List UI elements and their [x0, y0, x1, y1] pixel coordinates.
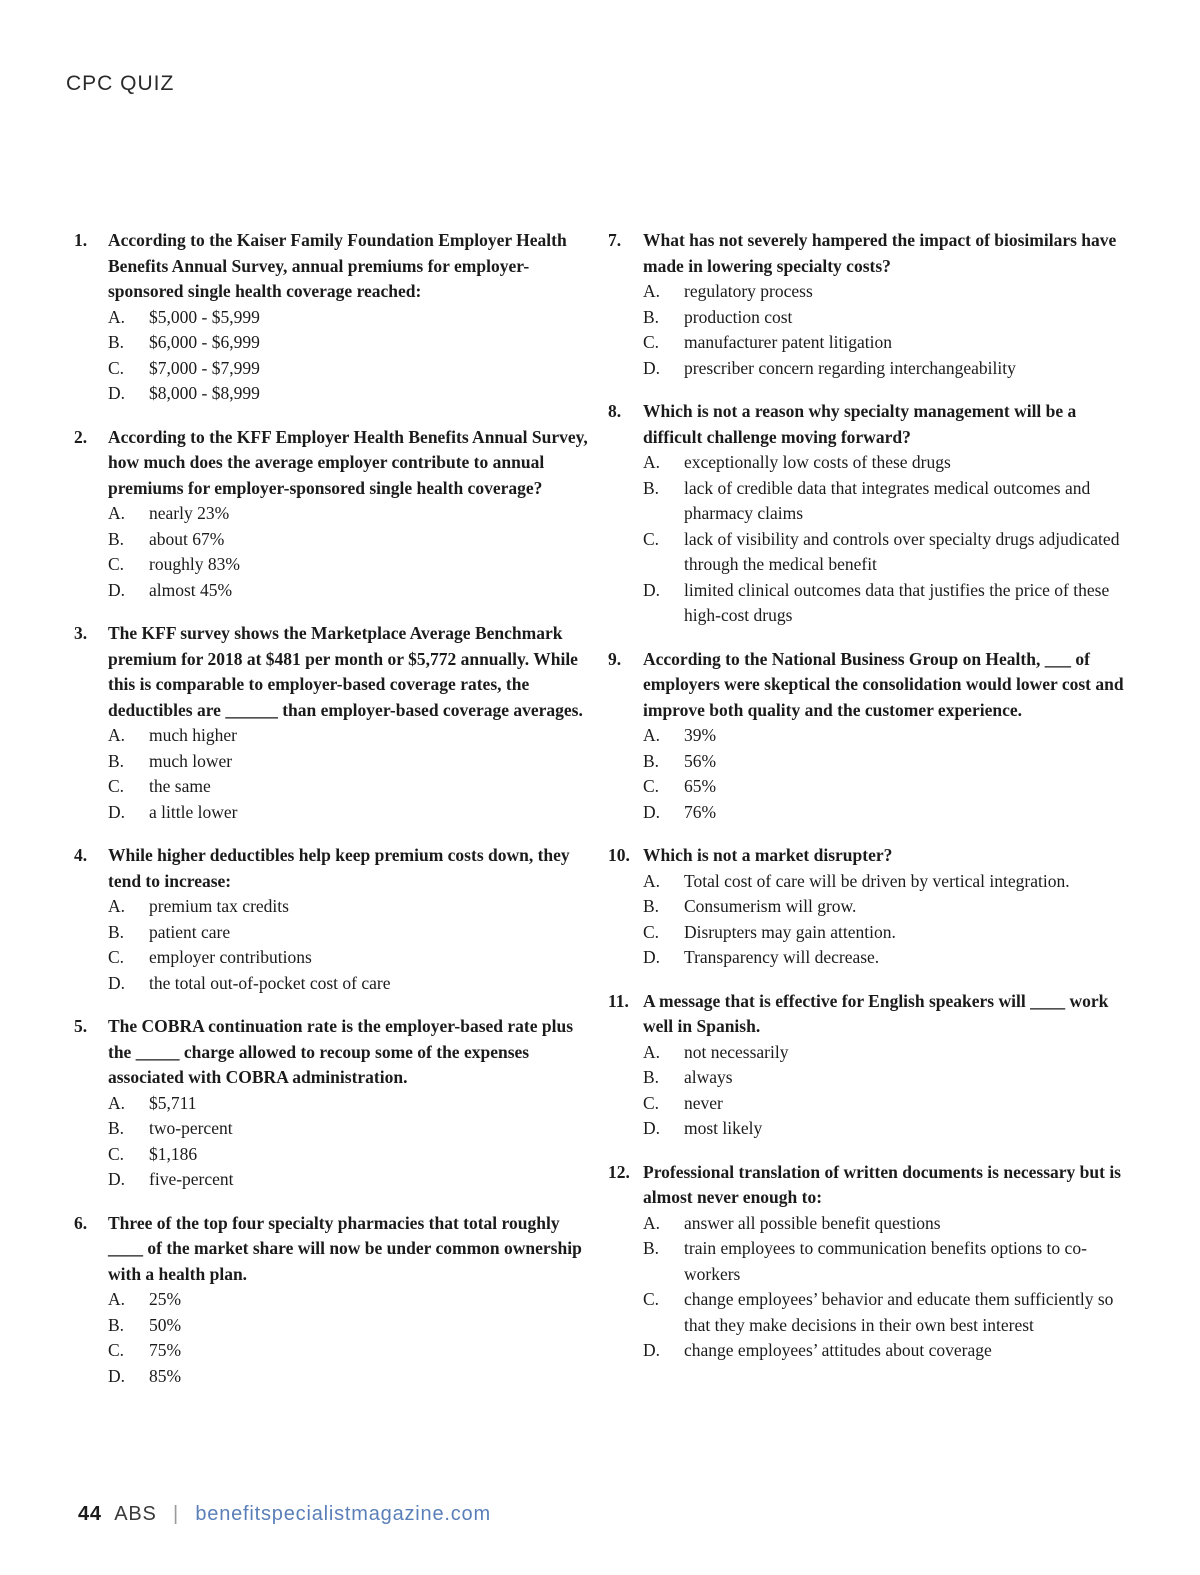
answer-option — [643, 1040, 1126, 1066]
option-text: $7,000 - $7,999 — [149, 357, 260, 378]
option-letter: C. — [643, 528, 660, 549]
question-text: According to the Kaiser Family Foundation Employer Health Benefits Annual Survey, annual premiums for employer-sponsored single health coverage reached: — [108, 230, 567, 301]
option-text: $8,000 - $8,999 — [149, 383, 260, 403]
question-text: According to the National Business Group on Health, ___ of employers were skeptical the consolidation would lower cost and improve both quality and the customer experience. — [643, 648, 1124, 720]
option-text: answer all possible benefit questions — [684, 1212, 941, 1233]
option-text: lack of visibility and controls over specialty drugs adjudicated through the medical benefit — [684, 528, 1120, 574]
option-letter: A. — [108, 306, 126, 327]
option-text: 85% — [149, 1365, 182, 1386]
quiz-column-right — [608, 228, 1126, 1382]
option-letter: B. — [108, 528, 125, 549]
option-letter: A. — [108, 725, 126, 745]
answer-option — [643, 800, 1126, 826]
answer-option — [108, 501, 594, 527]
answer-option — [643, 1065, 1126, 1091]
option-letter: B. — [643, 1238, 660, 1258]
question-6 — [74, 1211, 594, 1390]
option-text: never — [684, 1092, 723, 1113]
option-text: 65% — [684, 776, 717, 796]
answer-option — [643, 527, 1126, 578]
option-letter: C. — [108, 947, 125, 967]
option-text: exceptionally low costs of these drugs — [684, 452, 951, 472]
option-letter: D. — [108, 972, 126, 993]
question-3 — [74, 621, 594, 825]
question-text: Three of the top four specialty pharmacies that total roughly ____ of the market share will now be under common ownership with a health plan. — [108, 1212, 582, 1284]
website-link[interactable]: benefitspecialistmagazine.com — [195, 1503, 491, 1525]
option-letter: D. — [108, 579, 126, 600]
option-text: prescriber concern regarding interchangeability — [684, 357, 1016, 378]
page-number: 44 — [78, 1503, 102, 1525]
question-1 — [74, 228, 594, 407]
option-letter: B. — [643, 896, 660, 916]
answer-option — [108, 1167, 594, 1193]
option-text: 50% — [149, 1314, 182, 1335]
option-text: not necessarily — [684, 1041, 789, 1062]
answer-option — [643, 749, 1126, 775]
option-text: $5,711 — [149, 1092, 197, 1113]
option-letter: A. — [643, 281, 661, 301]
section-title: CPC QUIZ — [66, 72, 175, 95]
option-letter: C. — [108, 357, 125, 378]
answer-option — [643, 945, 1126, 971]
option-text: 75% — [149, 1340, 182, 1360]
answer-option — [108, 800, 594, 826]
option-text: regulatory process — [684, 281, 813, 301]
option-text: Total cost of care will be driven by vertical integration. — [684, 870, 1070, 891]
option-letter: A. — [108, 1092, 126, 1113]
option-text: change employees’ behavior and educate them sufficiently so that they make decisions in their own best interest — [684, 1289, 1114, 1335]
question-text: Which is not a reason why specialty management will be a difficult challenge moving forward? — [643, 401, 1077, 447]
option-text: production cost — [684, 306, 793, 327]
option-letter: C. — [643, 1092, 660, 1113]
option-letter: B. — [108, 750, 125, 771]
option-text: employer contributions — [149, 947, 312, 967]
answer-option — [643, 305, 1126, 331]
question-4 — [74, 843, 594, 996]
option-text: train employees to communication benefits options to co-workers — [684, 1238, 1087, 1284]
option-letter: B. — [108, 1118, 125, 1138]
option-letter: C. — [643, 776, 660, 796]
option-letter: D. — [643, 801, 661, 822]
option-text: roughly 83% — [149, 554, 240, 574]
answer-option — [108, 971, 594, 997]
option-text: 39% — [684, 725, 717, 745]
answer-option — [108, 356, 594, 382]
option-letter: D. — [108, 1169, 126, 1189]
option-letter: B. — [108, 1314, 125, 1335]
question-number: 8. — [608, 401, 622, 421]
option-text: about 67% — [149, 528, 225, 549]
option-text: most likely — [684, 1118, 763, 1138]
answer-option — [643, 476, 1126, 527]
answer-option — [108, 1091, 594, 1117]
question-number: 11. — [608, 990, 629, 1011]
option-text: 56% — [684, 750, 717, 771]
option-letter: B. — [643, 750, 660, 771]
option-letter: D. — [643, 357, 661, 378]
option-text: $1,186 — [149, 1143, 198, 1164]
option-text: premium tax credits — [149, 896, 289, 916]
option-letter: D. — [643, 579, 661, 600]
answer-option — [108, 1364, 594, 1390]
option-letter: C. — [108, 1340, 125, 1360]
option-letter: A. — [108, 1289, 126, 1309]
option-text: a little lower — [149, 801, 238, 822]
option-letter: A. — [643, 725, 661, 745]
option-text: Disrupters may gain attention. — [684, 921, 896, 942]
answer-option — [643, 1211, 1126, 1237]
option-text: two-percent — [149, 1118, 233, 1138]
option-letter: C. — [643, 921, 660, 942]
answer-option — [108, 749, 594, 775]
option-letter: A. — [643, 1041, 661, 1062]
option-text: lack of credible data that integrates medical outcomes and pharmacy claims — [684, 477, 1091, 523]
answer-option — [643, 450, 1126, 476]
answer-option — [643, 279, 1126, 305]
answer-option — [643, 356, 1126, 382]
option-letter: A. — [643, 452, 661, 472]
question-text: The KFF survey shows the Marketplace Average Benchmark premium for 2018 at $481 per month or $5,772 annually. While this is comparable to employer-based coverage rates, the deductibles are ______ than employer-based coverage averages. — [108, 623, 583, 720]
option-letter: D. — [643, 1340, 661, 1360]
option-letter: B. — [108, 921, 125, 942]
option-letter: C. — [108, 776, 125, 796]
answer-option — [643, 1116, 1126, 1142]
answer-option — [108, 1142, 594, 1168]
option-text: limited clinical outcomes data that justifies the price of these high-cost drugs — [684, 579, 1110, 625]
option-text: much higher — [149, 725, 237, 745]
option-letter: A. — [108, 503, 126, 523]
answer-option — [108, 552, 594, 578]
option-letter: C. — [643, 332, 660, 352]
question-number: 4. — [74, 845, 88, 865]
question-11 — [608, 989, 1126, 1142]
option-letter: C. — [643, 1289, 660, 1309]
answer-option — [108, 527, 594, 553]
question-text: While higher deductibles help keep premium costs down, they tend to increase: — [108, 845, 570, 891]
option-letter: D. — [643, 1118, 661, 1138]
question-8 — [608, 399, 1126, 629]
option-letter: B. — [108, 332, 125, 352]
answer-option — [108, 1313, 594, 1339]
option-text: much lower — [149, 750, 233, 771]
option-letter: A. — [643, 870, 661, 891]
question-12 — [608, 1160, 1126, 1364]
question-number: 7. — [608, 230, 622, 250]
option-letter: A. — [643, 1212, 661, 1233]
option-text: Transparency will decrease. — [684, 947, 880, 967]
option-letter: D. — [108, 1365, 126, 1386]
option-letter: B. — [643, 306, 660, 327]
option-text: five-percent — [149, 1169, 234, 1189]
option-text: almost 45% — [149, 579, 233, 600]
answer-option — [643, 330, 1126, 356]
answer-option — [108, 381, 594, 407]
answer-option — [108, 1287, 594, 1313]
footer-separator: | — [173, 1503, 179, 1525]
answer-option — [643, 920, 1126, 946]
publication-name: ABS — [114, 1503, 157, 1525]
option-text: always — [684, 1067, 733, 1087]
option-letter: B. — [643, 477, 660, 498]
option-text: the same — [149, 776, 211, 796]
answer-option — [108, 330, 594, 356]
question-text: A message that is effective for English speakers will ____ work well in Spanish. — [643, 990, 1109, 1036]
answer-option — [108, 578, 594, 604]
question-number: 10. — [608, 845, 630, 865]
answer-option — [643, 869, 1126, 895]
answer-option — [108, 945, 594, 971]
question-7 — [608, 228, 1126, 381]
question-10 — [608, 843, 1126, 971]
option-letter: D. — [108, 383, 126, 403]
option-letter: D. — [643, 947, 661, 967]
question-number: 3. — [74, 623, 88, 643]
answer-option — [108, 894, 594, 920]
answer-option — [643, 1338, 1126, 1364]
option-text: manufacturer patent litigation — [684, 332, 892, 352]
question-text: Which is not a market disrupter? — [643, 845, 893, 865]
answer-option — [643, 1091, 1126, 1117]
question-5 — [74, 1014, 594, 1193]
option-text: change employees’ attitudes about coverage — [684, 1340, 992, 1360]
question-text: The COBRA continuation rate is the employer-based rate plus the _____ charge allowed to recoup some of the expenses associated with COBRA administration. — [108, 1016, 574, 1087]
answer-option — [643, 1236, 1126, 1287]
option-text: $6,000 - $6,999 — [149, 332, 260, 352]
question-number: 2. — [74, 426, 88, 447]
option-text: the total out-of-pocket cost of care — [149, 972, 391, 993]
option-text: 76% — [684, 801, 717, 822]
quiz-column-left — [74, 228, 594, 1407]
question-9 — [608, 647, 1126, 826]
answer-option — [108, 1338, 594, 1364]
option-letter: D. — [108, 801, 126, 822]
page-footer — [78, 1503, 491, 1526]
answer-option — [643, 723, 1126, 749]
question-text: According to the KFF Employer Health Benefits Annual Survey, how much does the average employer contribute to annual premiums for employer-sponsored single health coverage? — [108, 426, 588, 498]
option-text: $5,000 - $5,999 — [149, 306, 260, 327]
option-text: nearly 23% — [149, 503, 230, 523]
answer-option — [643, 1287, 1126, 1338]
answer-option — [643, 774, 1126, 800]
option-letter: A. — [108, 896, 126, 916]
option-text: 25% — [149, 1289, 182, 1309]
option-text: patient care — [149, 921, 231, 942]
option-letter: C. — [108, 1143, 125, 1164]
option-text: Consumerism will grow. — [684, 896, 857, 916]
question-number: 1. — [74, 230, 88, 250]
question-2 — [74, 425, 594, 604]
question-number: 6. — [74, 1212, 88, 1233]
option-letter: C. — [108, 554, 125, 574]
answer-option — [108, 774, 594, 800]
answer-option — [643, 894, 1126, 920]
question-number: 5. — [74, 1016, 88, 1036]
question-text: Professional translation of written documents is necessary but is almost never enough to: — [643, 1161, 1121, 1207]
answer-option — [643, 578, 1126, 629]
answer-option — [108, 1116, 594, 1142]
answer-option — [108, 723, 594, 749]
question-text: What has not severely hampered the impact of biosimilars have made in lowering specialty costs? — [643, 230, 1117, 276]
question-number: 9. — [608, 648, 622, 669]
question-number: 12. — [608, 1161, 630, 1182]
option-letter: B. — [643, 1067, 660, 1087]
answer-option — [108, 305, 594, 331]
answer-option — [108, 920, 594, 946]
